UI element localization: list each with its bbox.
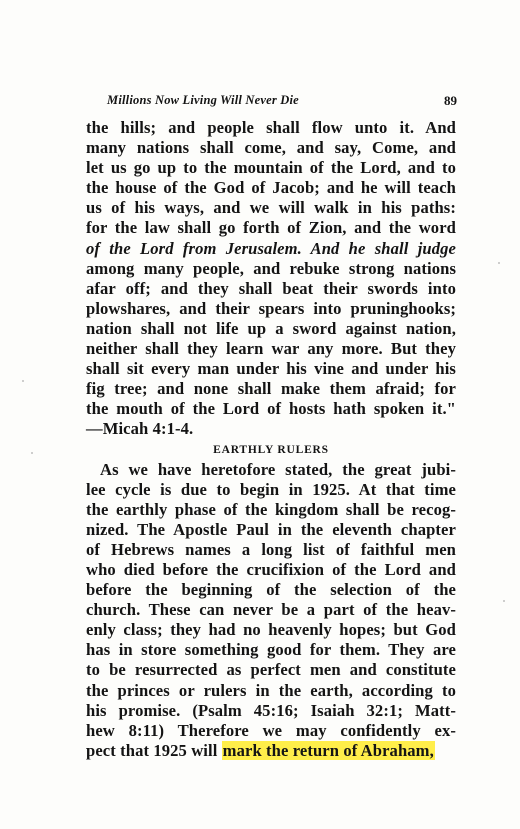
- text-line: to be resurrected as perfect men and constitute: [86, 660, 456, 680]
- text-line: afar off; and they shall beat their swords into: [86, 278, 456, 298]
- text-line: who died before the crucifixion of the Lord and: [86, 559, 456, 579]
- text-line: nized. The Apostle Paul in the eleventh chapter: [86, 519, 456, 539]
- highlighted-text: mark the return of Abraham,: [222, 740, 434, 760]
- text-line: lee cycle is due to begin in 1925. At that time: [86, 479, 456, 499]
- paper-speck: [31, 452, 33, 454]
- italic-text: of the Lord from Jerusalem. And he shall judge: [86, 238, 456, 258]
- citation-line: —Micah 4:1-4.: [86, 419, 194, 439]
- text-line: the mouth of the Lord of hosts hath spoken it.": [86, 399, 456, 419]
- text-line: church. These can never be a part of the heav-: [86, 600, 456, 620]
- text-line: us of his ways, and we will walk in his paths:: [86, 198, 456, 218]
- text-line: [86, 239, 456, 259]
- text-fragment: pect that 1925 will: [86, 740, 222, 760]
- paper-speck: [503, 600, 505, 602]
- text-line: let us go up to the mountain of the Lord, and to: [86, 158, 456, 178]
- text-line: fig tree; and none shall make them afraid; for: [86, 379, 456, 399]
- text-line: the hills; and people shall flow unto it. And: [86, 118, 456, 137]
- section-heading: EARTHLY RULERS: [213, 443, 329, 456]
- text-line: plowshares, and their spears into pruninghooks;: [86, 298, 456, 318]
- running-header: [107, 93, 457, 111]
- text-line: for the law shall go forth of Zion, and the word: [86, 218, 456, 238]
- paper-speck: [498, 262, 500, 264]
- text-line: the earthly phase of the kingdom shall be recog-: [86, 499, 456, 519]
- running-title: Millions Now Living Will Never Die: [107, 93, 299, 107]
- text-line: hew 8:11) Therefore we may confidently ex-: [86, 720, 456, 740]
- text-line: neither shall they learn war any more. But they: [86, 339, 456, 359]
- text-line: nation shall not life up a sword against nation,: [86, 318, 456, 338]
- paper-speck: [22, 380, 24, 382]
- text-line: has in store something good for them. They are: [86, 640, 456, 660]
- text-line: of Hebrews names a long list of faithful men: [86, 539, 456, 559]
- text-line: the house of the God of Jacob; and he will teach: [86, 178, 456, 198]
- text-line: many nations shall come, and say, Come, and: [86, 138, 456, 158]
- text-line: among many people, and rebuke strong nations: [86, 258, 456, 278]
- page-number: 89: [444, 93, 457, 108]
- text-line: before the beginning of the selection of the: [86, 580, 456, 600]
- text-line: the princes or rulers in the earth, according to: [86, 680, 456, 700]
- text-line: As we have heretofore stated, the great jubi-: [100, 459, 456, 479]
- text-line: shall sit every man under his vine and under his: [86, 359, 456, 379]
- text-line: [86, 741, 456, 761]
- text-line: enly class; they had no heavenly hopes; but God: [86, 620, 456, 640]
- text-line: his promise. (Psalm 45:16; Isaiah 32:1; Matt-: [86, 700, 456, 720]
- body-text: [86, 118, 456, 761]
